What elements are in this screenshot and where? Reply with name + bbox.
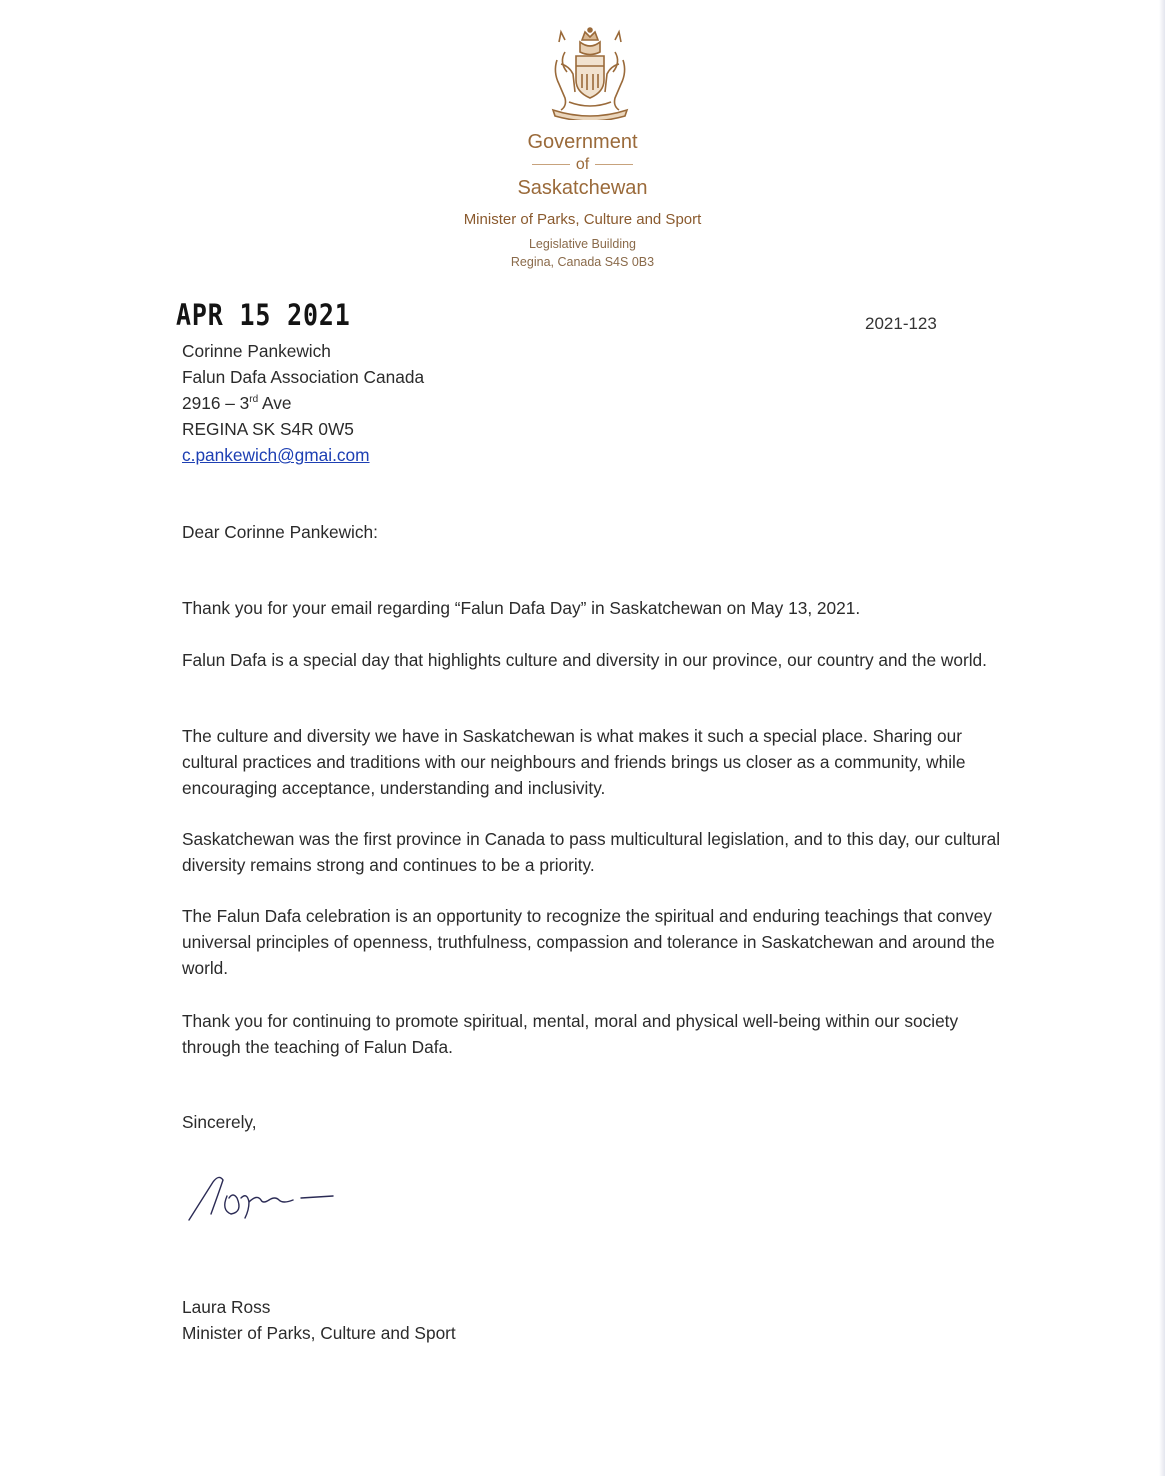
signature-icon	[183, 1162, 343, 1228]
body-paragraph-2: Falun Dafa is a special day that highlights culture and diversity in our province, our country and the world.	[182, 650, 987, 670]
body-paragraph-1: Thank you for your email regarding “Falun Dafa Day” in Saskatchewan on May 13, 2021.	[182, 598, 861, 618]
ornament-rule-right	[595, 164, 633, 165]
reference-number: 2021-123	[865, 314, 937, 333]
salutation: Dear Corinne Pankewich:	[182, 522, 378, 542]
recipient-organization: Falun Dafa Association Canada	[182, 367, 425, 387]
street-number: 2916 – 3	[182, 393, 250, 413]
government-of-text: of	[575, 156, 590, 173]
recipient-street	[182, 390, 424, 416]
office-address-line1: Legislative Building	[528, 237, 636, 251]
street-name: Ave	[258, 393, 292, 413]
government-of-line	[0, 156, 1165, 174]
closing: Sincerely,	[182, 1112, 257, 1132]
government-line: Government	[527, 131, 638, 153]
office-address-line2: Regina, Canada S4S 0B3	[510, 255, 655, 269]
recipient-address	[182, 338, 424, 468]
ornament-rule-left	[532, 164, 570, 165]
recipient-email-link[interactable]: c.pankewich@gmai.com	[182, 445, 370, 465]
body-paragraph-6: Thank you for continuing to promote spiritual, mental, moral and physical well-being within our society through the teaching of Falun Dafa.	[182, 1011, 959, 1057]
signatory-block	[182, 1294, 456, 1346]
street-suffix: rd	[249, 394, 259, 406]
recipient-name: Corinne Pankewich	[182, 341, 331, 361]
province-name: Saskatchewan	[517, 177, 648, 199]
body-paragraph-3: The culture and diversity we have in Saskatchewan is what makes it such a special place. Sharing our cultural practices and traditions with our neighbours and friends brings us closer as a community, while encouraging acceptance, understanding and inclusivity.	[182, 726, 966, 798]
body-paragraph-4: Saskatchewan was the first province in Canada to pass multicultural legislation, and to this day, our cultural diversity remains strong and continues to be a priority.	[182, 829, 1001, 875]
signatory-title: Minister of Parks, Culture and Sport	[182, 1323, 456, 1343]
recipient-city: REGINA SK S4R 0W5	[182, 419, 354, 439]
body-paragraph-5: The Falun Dafa celebration is an opportunity to recognize the spiritual and enduring teachings that convey universal principles of openness, truthfulness, compassion and tolerance in Saskatchewan and around the world.	[182, 906, 995, 978]
coat-of-arms-icon	[545, 26, 635, 120]
office-title: Minister of Parks, Culture and Sport	[463, 211, 702, 228]
date-stamp: APR 15 2021	[176, 298, 351, 332]
signatory-name: Laura Ross	[182, 1297, 271, 1317]
